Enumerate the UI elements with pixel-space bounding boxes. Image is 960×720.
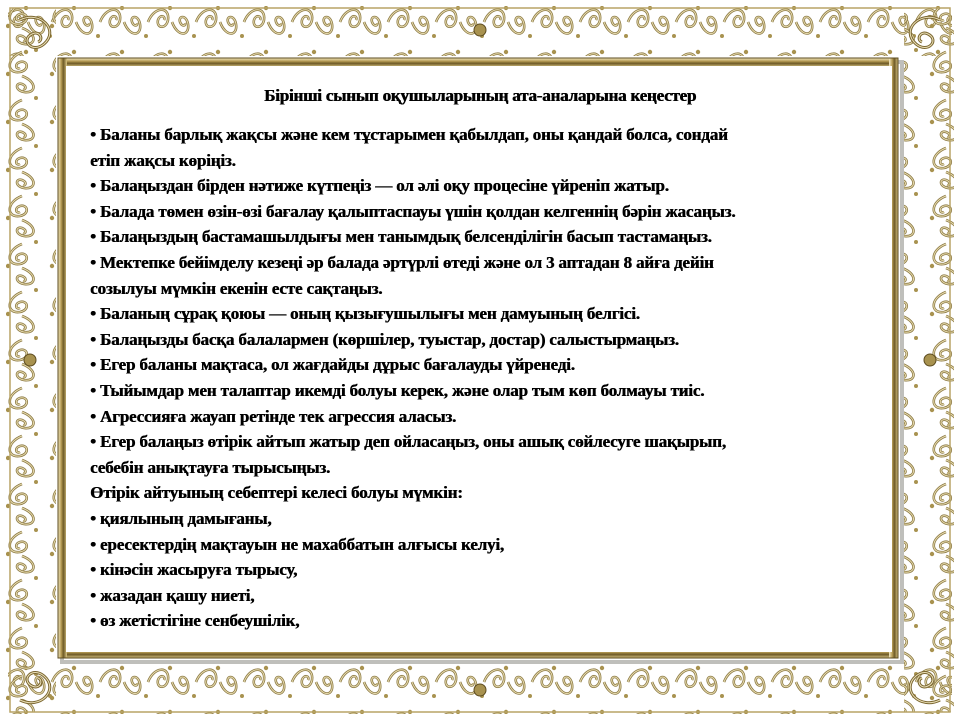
advice-line: • Балаңызды басқа балалармен (көршілер, туыстар, достар) салыстырмаңыз. — [90, 329, 679, 349]
page-title: Бірінші сынып оқушыларының ата-аналарына кеңестер — [263, 86, 697, 105]
advice-line: • Агрессияға жауап ретінде тек агрессия аласыз. — [90, 406, 457, 426]
advice-line: • өз жетістігіне сенбеушілік, — [90, 611, 300, 631]
advice-line: • Баланы барлық жақсы және кем тұстарымен қабылдап, оны қандай болса, сондай — [90, 125, 728, 144]
advice-line: • ересектердің мақтауын не махаббатын алғысы келуі, — [90, 534, 504, 554]
advice-line: • кінәсін жасыруға тырысу, — [90, 560, 298, 580]
advice-line: Өтірік айтуының себептері келесі болуы мүмкін: — [90, 483, 463, 503]
advice-line: • Мектепке бейімделу кезеңі әр балада әртүрлі өтеді және ол 3 аптадан 8 айға дейін — [90, 252, 714, 272]
advice-line: • Егер баланы мақтаса, ол жағдайды дұрыс бағалауды үйренеді. — [90, 355, 575, 375]
advice-line: • Егер балаңыз өтірік айтып жатыр деп ойласаңыз, оны ашық сөйлесуге шақырып, — [90, 432, 726, 452]
advice-line: • Балаңыздың бастамашылдығы мен танымдық белсенділігін басып тастамаңыз. — [90, 227, 712, 247]
advice-line: • Тыйымдар мен талаптар икемді болуы керек, және олар тым көп болмауы тиіс. — [90, 380, 705, 400]
advice-line: себебін анықтауға тырысыңыз. — [90, 457, 331, 477]
advice-line: • жазадан қашу ниеті, — [90, 585, 255, 605]
advice-line: • Баланың сұрақ қоюы — оның қызығушылығы мен дамуының белгісі. — [90, 304, 640, 324]
advice-line: етіп жақсы көріңіз. — [90, 150, 236, 170]
advice-line: • қиялының дамығаны, — [90, 508, 272, 528]
advice-list — [90, 122, 880, 634]
advice-line: созылуы мүмкін екенін есте сақтаңыз. — [90, 278, 383, 298]
advice-line: • Балаңыздан бірден нәтиже күтпеңіз — ол әлі оқу процесіне үйреніп жатыр. — [90, 176, 669, 196]
advice-line: • Балада төмен өзін-өзі бағалау қалыптаспауы үшін қолдан келгеннің бәрін жасаңыз. — [90, 201, 736, 221]
